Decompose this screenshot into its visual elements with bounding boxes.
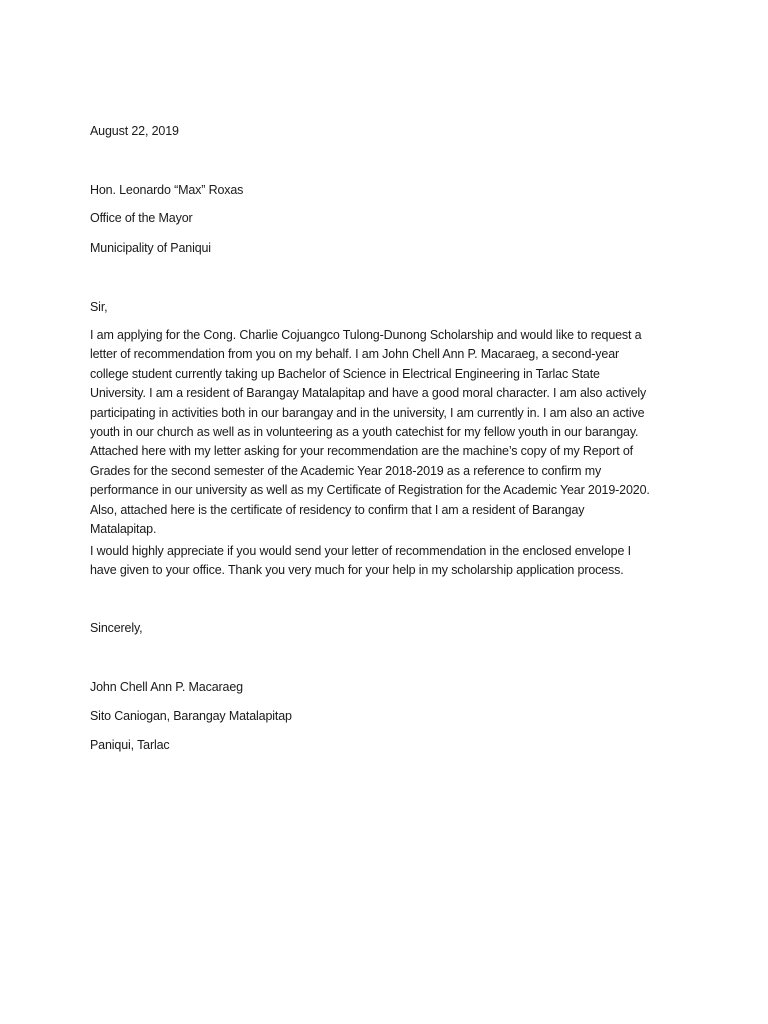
body-paragraph-2 (90, 542, 690, 581)
paragraph-line: I would highly appreciate if you would send your letter of recommendation in the enclosed envelope I (90, 544, 631, 558)
paragraph-line: letter of recommendation from you on my behalf. I am John Chell Ann P. Macaraeg, a second-year (90, 347, 620, 362)
closing: Sincerely, (90, 621, 143, 635)
paragraph-line: Grades for the second semester of the Academic Year 2018-2019 as a reference to confirm my (90, 463, 602, 478)
paragraph-line: have given to your office. Thank you very much for your help in my scholarship application process. (90, 563, 624, 578)
salutation: Sir, (90, 300, 108, 314)
recipient-office: Office of the Mayor (90, 211, 193, 225)
sender-address-line-2: Paniqui, Tarlac (90, 738, 170, 752)
paragraph-line: youth in our church as well as in volunteering as a youth catechist for my fellow youth in our barangay. (90, 425, 639, 440)
recipient-name: Hon. Leonardo “Max” Roxas (90, 183, 244, 197)
paragraph-line: participating in activities both in our barangay and in the university, I am currently in. I am also an active (90, 405, 645, 420)
recipient-municipality: Municipality of Paniqui (90, 241, 211, 255)
sender-name: John Chell Ann P. Macaraeg (90, 680, 243, 694)
paragraph-line: Matalapitap. (90, 522, 157, 537)
body-paragraph-1 (90, 326, 690, 539)
paragraph-line: I am applying for the Cong. Charlie Cojuangco Tulong-Dunong Scholarship and would like to request a (90, 328, 642, 342)
paragraph-line: Also, attached here is the certificate of residency to confirm that I am a resident of Barangay (90, 502, 585, 517)
paragraph-line: college student currently taking up Bachelor of Science in Electrical Engineering in Tarlac State (90, 366, 600, 381)
paragraph-line: University. I am a resident of Barangay Matalapitap and have a good moral character. I am also actively (90, 386, 647, 401)
sender-address-line-1: Sito Caniogan, Barangay Matalapitap (90, 709, 292, 723)
letter-date: August 22, 2019 (90, 124, 179, 138)
paragraph-line: performance in our university as well as my Certificate of Registration for the Academic Year 2019-2020. (90, 483, 650, 498)
paragraph-line: Attached here with my letter asking for your recommendation are the machine’s copy of my Report of (90, 444, 633, 459)
